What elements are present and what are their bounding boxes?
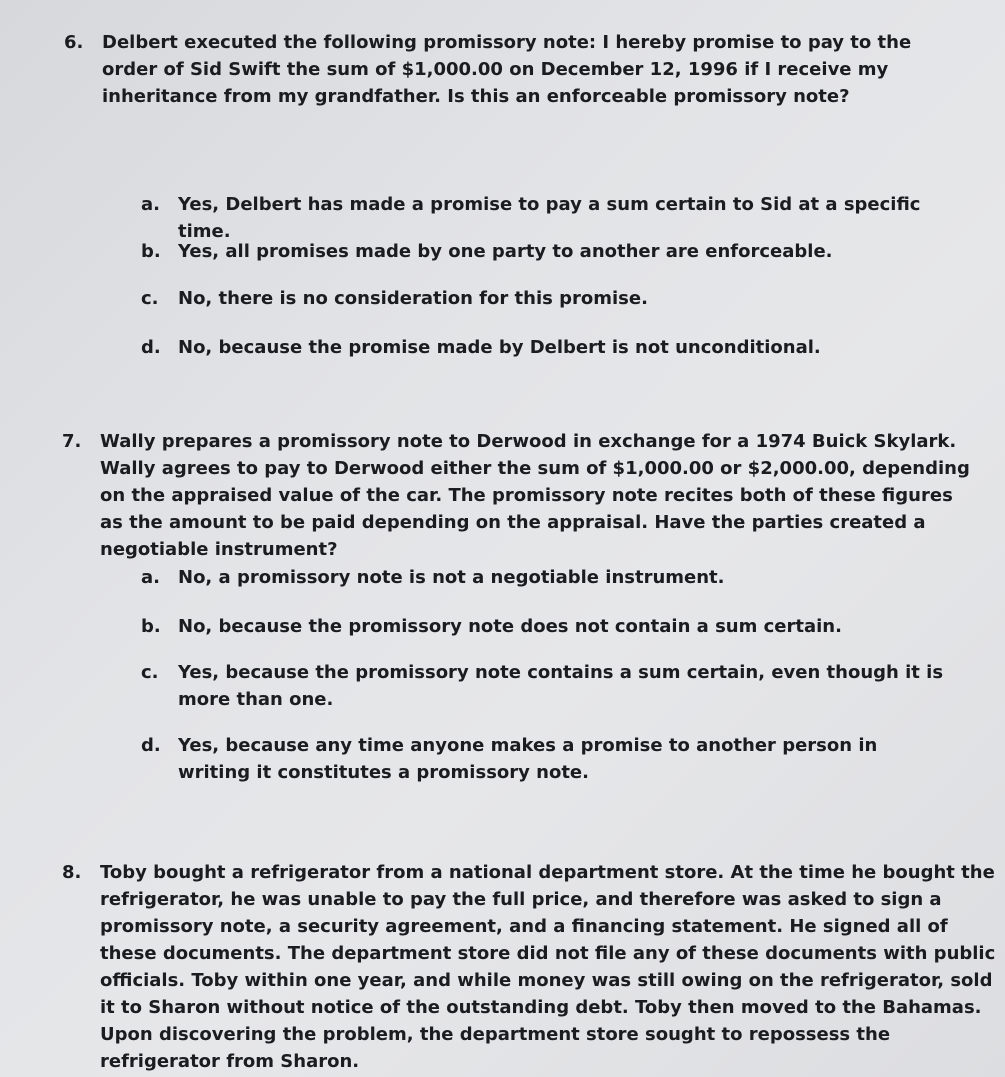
option-letter: d. xyxy=(141,337,161,358)
option-letter: a. xyxy=(141,194,160,215)
question-number: 6. xyxy=(64,32,84,53)
option-text: Yes, because any time anyone makes a promise to another person in writing it constitutes a promissory note. xyxy=(178,735,878,783)
question-number: 7. xyxy=(62,431,82,452)
option-text: No, because the promissory note does not contain a sum certain. xyxy=(178,616,842,637)
option-text: Yes, Delbert has made a promise to pay a sum certain to Sid at a specific time. xyxy=(178,194,921,242)
option-letter: b. xyxy=(141,241,161,262)
option-letter: d. xyxy=(141,735,161,756)
option-letter: c. xyxy=(141,662,159,683)
option-letter: b. xyxy=(141,616,161,637)
option-letter: a. xyxy=(141,567,160,588)
question-stem: Wally prepares a promissory note to Derwood in exchange for a 1974 Buick Skylark. Wally agrees to pay to Derwood either the sum of $1,000.00 or $2,000.00, depending on the appraised value of the car. The promissory note recites both of these figures as the amount to be paid depending on the appraisal. Have the parties created a negotiable instrument? xyxy=(100,431,970,560)
option-text: No, a promissory note is not a negotiable instrument. xyxy=(178,567,725,588)
question-stem: Delbert executed the following promissory note: I hereby promise to pay to the order of Sid Swift the sum of $1,000.00 on December 12, 1996 if I receive my inheritance from my grandfather. Is this an enforceable promissory note? xyxy=(102,32,912,107)
question-number: 8. xyxy=(62,862,82,883)
option-text: No, there is no consideration for this promise. xyxy=(178,288,648,309)
question-stem: Toby bought a refrigerator from a national department store. At the time he bought the refrigerator, he was unable to pay the full price, and therefore was asked to sign a promissory note, a security agreement, and a financing statement. He signed all of these documents. The department store did not file any of these documents with public officials. Toby within one year, and while money was still owing on the refrigerator, sold it to Sharon without notice of the outstanding debt. Toby then moved to the Bahamas. Upon discovering the problem, the department store sought to repossess the refrigerator from Sharon. xyxy=(100,862,996,1072)
option-text: Yes, because the promissory note contains a sum certain, even though it is more than one. xyxy=(178,662,944,710)
option-letter: c. xyxy=(141,288,159,309)
option-text: Yes, all promises made by one party to another are enforceable. xyxy=(178,241,833,262)
option-text: No, because the promise made by Delbert is not unconditional. xyxy=(178,337,821,358)
